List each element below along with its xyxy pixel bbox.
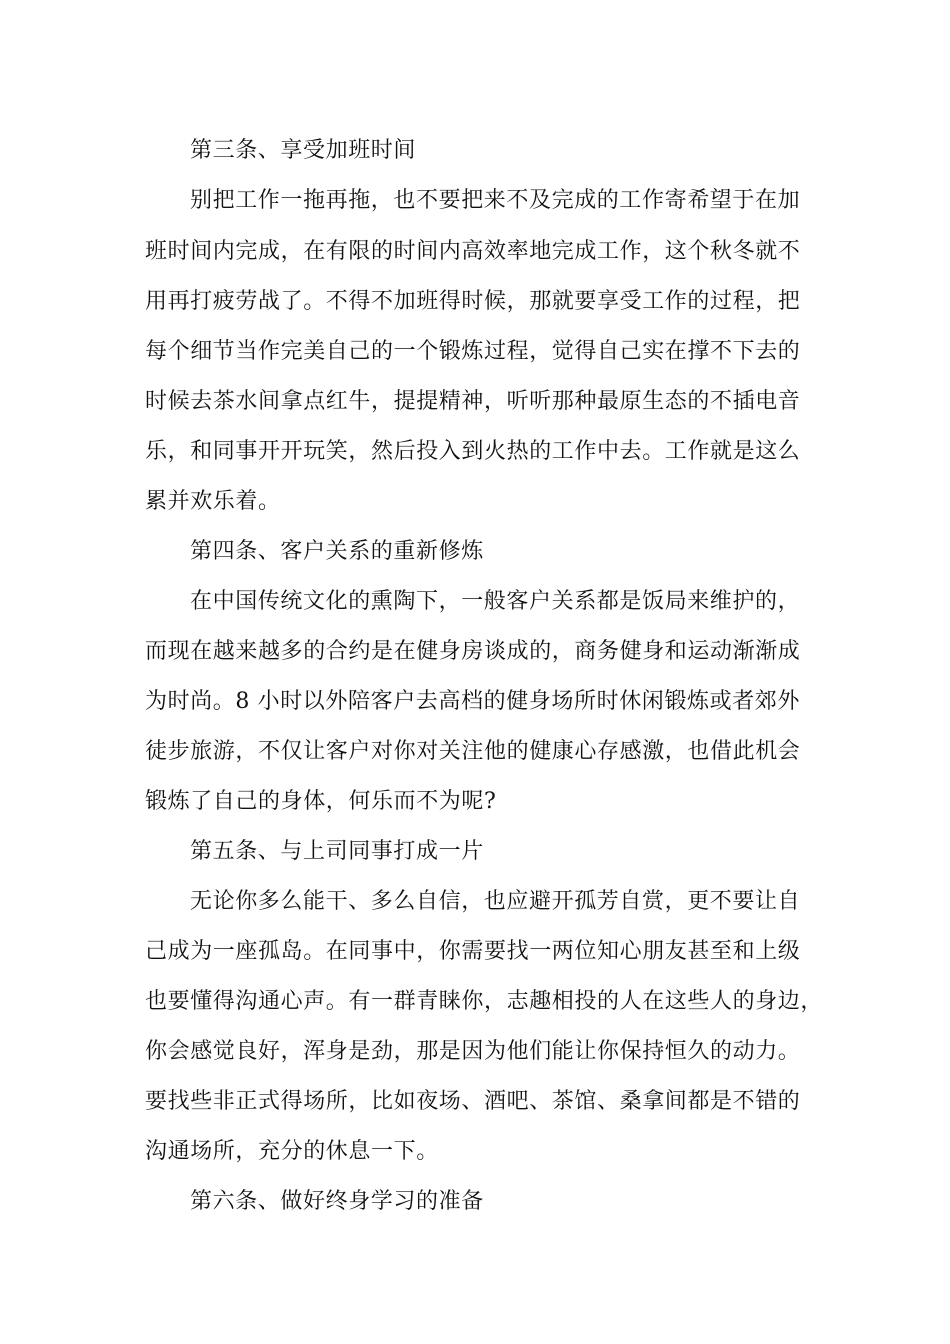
paragraph-line: 为时尚。8 小时以外陪客户去高档的健身场所时休闲锻炼或者郊外 <box>145 689 800 714</box>
section-heading-6: 第六条、做好终身学习的准备 <box>190 1189 484 1214</box>
paragraph-line: 己成为一座孤岛。在同事中，你需要找一两位知心朋友甚至和上级 <box>145 939 801 964</box>
paragraph-line: 你会感觉良好，浑身是劲，那是因为他们能让你保持恒久的动力。 <box>145 1039 801 1064</box>
section-heading-5: 第五条、与上司同事打成一片 <box>190 839 484 864</box>
paragraph-line: 别把工作一拖再拖，也不要把来不及完成的工作寄希望于在加 <box>190 188 801 213</box>
section-heading-4: 第四条、客户关系的重新修炼 <box>190 539 484 564</box>
paragraph-line: 时候去茶水间拿点红牛，提提精神，听听那种最原生态的不插电音 <box>145 389 801 414</box>
paragraph-line: 要找些非正式得场所，比如夜场、酒吧、茶馆、桑拿间都是不错的 <box>145 1089 801 1114</box>
paragraph-line: 用再打疲劳战了。不得不加班得时候，那就要享受工作的过程，把 <box>145 289 801 314</box>
paragraph-line: 累并欢乐着。 <box>145 489 281 514</box>
paragraph-line: 锻炼了自己的身体，何乐而不为呢? <box>145 789 497 814</box>
section-heading-3: 第三条、享受加班时间 <box>190 138 417 163</box>
paragraph-line: 而现在越来越多的合约是在健身房谈成的，商务健身和运动渐渐成 <box>145 639 801 664</box>
paragraph-line: 徒步旅游，不仅让客户对你对关注他的健康心存感激，也借此机会 <box>145 739 801 764</box>
paragraph-line: 在中国传统文化的熏陶下，一般客户关系都是饭局来维护的， <box>190 589 801 614</box>
paragraph-line: 也要懂得沟通心声。有一群青睐你，志趣相投的人在这些人的身边， <box>145 989 824 1014</box>
paragraph-line: 班时间内完成，在有限的时间内高效率地完成工作，这个秋冬就不 <box>145 239 801 264</box>
paragraph-line: 沟通场所，充分的休息一下。 <box>145 1139 439 1164</box>
paragraph-line: 无论你多么能干、多么自信，也应避开孤芳自赏，更不要让自 <box>190 889 801 914</box>
paragraph-line: 乐，和同事开开玩笑，然后投入到火热的工作中去。工作就是这么 <box>145 439 801 464</box>
paragraph-line: 每个细节当作完美自己的一个锻炼过程，觉得自己实在撑不下去的 <box>145 339 801 364</box>
